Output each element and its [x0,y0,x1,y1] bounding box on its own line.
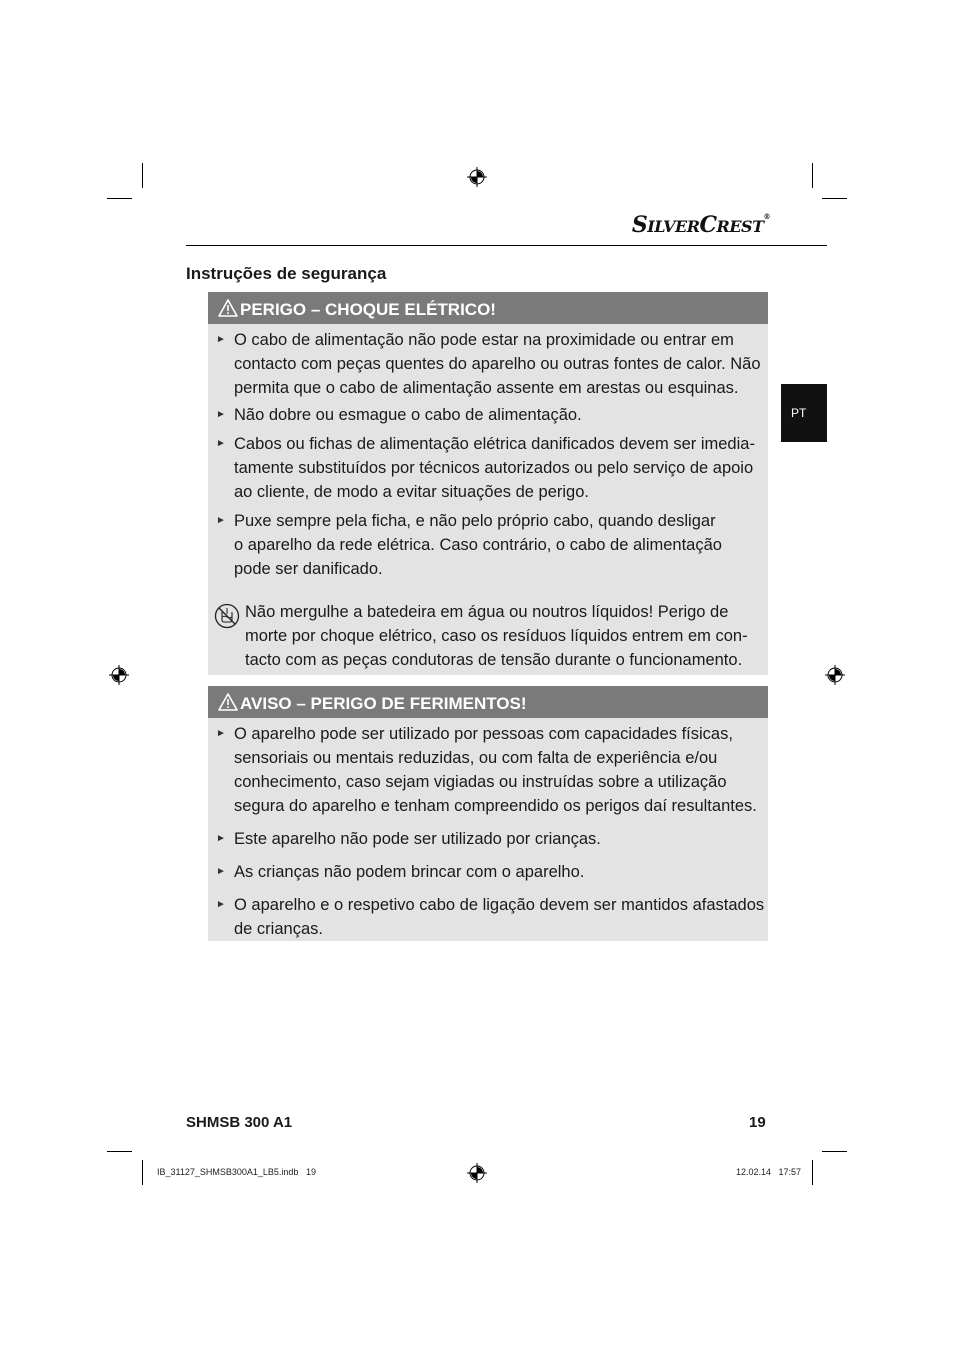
do-not-immerse-icon [214,603,240,629]
list-item-text: conhecimento, caso sejam vigiadas ou instruídas sobre a utilização [234,773,727,791]
bullet-arrow-icon: ► [216,438,226,449]
registration-mark-icon [109,665,129,685]
list-item-text: permita que o cabo de alimentação assente em arestas ou esquinas. [234,379,739,397]
crop-mark [142,1160,143,1185]
list-item-text: O aparelho e o respetivo cabo de ligação devem ser mantidos afastados [234,896,765,914]
bullet-arrow-icon: ► [216,833,226,844]
danger-box [208,292,768,675]
list-item-text: segura do aparelho e tenham compreendido os perigos daí resultantes. [234,797,757,815]
page-number: 19 [749,1114,766,1131]
list-item-text: tamente substituídos por técnicos autorizados ou pelo serviço de apoio [234,459,754,477]
bullet-arrow-icon: ► [216,334,226,345]
bullet-arrow-icon: ► [216,866,226,877]
language-tab [781,384,827,442]
language-tab-label: PT [791,406,807,420]
list-item-text: O aparelho pode ser utilizado por pessoas com capacidades físicas, [234,725,733,743]
print-slug-file: IB_31127_SHMSB300A1_LB5.indb 19 [157,1167,316,1177]
bullet-arrow-icon: ► [216,409,226,420]
crop-mark [822,198,847,199]
list-item-text: Cabos ou fichas de alimentação elétrica danificados devem ser imedia- [234,435,755,453]
warning-text: Não mergulhe a batedeira em água ou noutros líquidos! Perigo de [245,603,729,621]
warning-box [208,686,768,941]
crop-mark [812,1160,813,1185]
no-immerse-warning [245,600,748,672]
footer-model: SHMSB 300 A1 [186,1114,293,1131]
list-item-text: contacto com peças quentes do aparelho ou outras fontes de calor. Não [234,355,761,373]
crop-mark [107,1151,132,1152]
crop-mark [822,1151,847,1152]
warning-triangle-icon [218,693,238,711]
warning-box-title: AVISO – PERIGO DE FERIMENTOS! [240,694,527,713]
bullet-arrow-icon: ► [216,728,226,739]
list-item-text: de crianças. [234,920,323,938]
list-item-text: Puxe sempre pela ficha, e não pelo próprio cabo, quando desligar [234,512,716,530]
list-item-text: O cabo de alimentação não pode estar na proximidade ou entrar em [234,331,734,349]
list-item-text: Este aparelho não pode ser utilizado por crianças. [234,830,601,848]
section-title: Instruções de segurança [186,264,387,283]
registration-mark-icon [467,167,487,187]
list-item-text: As crianças não podem brincar com o aparelho. [234,863,585,881]
warning-text: morte por choque elétrico, caso os resíduos líquidos entrem em con- [245,627,748,645]
list-item-text: pode ser danificado. [234,560,383,578]
bullet-arrow-icon: ► [216,899,226,910]
warning-triangle-icon [218,299,238,317]
crop-mark [142,163,143,188]
danger-box-header [208,292,768,324]
print-slug-date: 12.02.14 17:57 [736,1167,802,1177]
crop-mark [812,163,813,188]
list-item-text: Não dobre ou esmague o cabo de alimentação. [234,406,582,424]
warning-text: tacto com as peças condutoras de tensão durante o funcionamento. [245,651,743,669]
brand-logo: SILVERCREST® [631,212,770,238]
warning-box-header [208,686,768,718]
list-item-text: ao cliente, de modo a evitar situações de perigo. [234,483,589,501]
header-rule [186,245,827,246]
registration-mark-icon [825,665,845,685]
list-item-text: sensoriais ou mentais reduzidas, ou com falta de experiência e/ou [234,749,718,767]
crop-mark [107,198,132,199]
list-item-text: o aparelho da rede elétrica. Caso contrário, o cabo de alimentação [234,536,722,554]
bullet-arrow-icon: ► [216,515,226,526]
registration-mark-icon [467,1163,487,1183]
danger-box-title: PERIGO – CHOQUE ELÉTRICO! [240,300,496,319]
